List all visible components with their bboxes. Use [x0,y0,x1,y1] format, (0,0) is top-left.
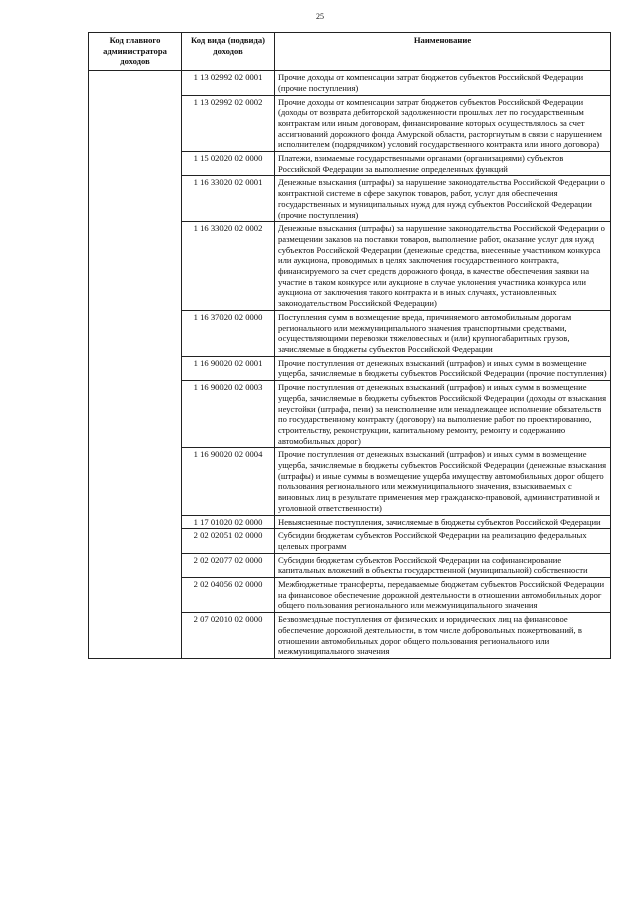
table-row [89,95,611,152]
table-row [89,448,611,515]
revenue-name-cell: Денежные взыскания (штрафы) за нарушение законодательства Российской Федерации о размещении заказов на поставки товаров, выполнение работ, оказание услуг для нужд субъектов Российской Федерации (денежные средства, внесенные участником конкурса или аукциона, проводимых в целях заключения государственного контракта, финансируемого за счет средств дорожного фонда, в качестве обеспечения заявки на участие в таком конкурсе или аукционе в случае уклонения участника конкурса или аукциона от заключения такого контракта и в иных случаях, установленных законодательством Российской Федерации) [275,222,611,311]
revenue-name-cell: Межбюджетные трансферты, передаваемые бюджетам субъектов Российской Федерации на финансовое обеспечение дорожной деятельности в отношении автомобильных дорог общего пользования регионального или межмуниципального значения [275,578,611,613]
admin-code-cell [89,95,182,152]
revenue-name-cell: Прочие доходы от компенсации затрат бюджетов субъектов Российской Федерации (доходы от возврата дебиторской задолженности прошлых лет по государственным контрактам или иным договорам, финансирование которых осуществлялось за счет ассигнований дорожного фонда Амурской области, расторгнутым в связи с нарушением исполнителем (подрядчиком) условий государственного контракта или иного договора) [275,95,611,152]
revenue-name-cell: Невыясненные поступления, зачисляемые в бюджеты субъектов Российской Федерации [275,515,611,529]
revenue-name-cell: Субсидии бюджетам субъектов Российской Федерации на софинансирование капитальных вложений в объекты государственной (муниципальной) собственности [275,553,611,577]
admin-code-cell [89,222,182,311]
admin-code-cell [89,553,182,577]
revenue-code-cell: 2 02 02077 02 0000 [182,553,275,577]
revenue-name-cell: Денежные взыскания (штрафы) за нарушение законодательства Российской Федерации о контрактной системе в сфере закупок товаров, работ, услуг для обеспечения государственных и муниципальных нужд для нужд субъектов Российской Федерации (прочие поступления) [275,176,611,222]
table-row [89,222,611,311]
header-name: Наименование [275,33,611,71]
admin-code-cell [89,381,182,448]
admin-code-cell [89,152,182,176]
revenue-code-cell: 1 17 01020 02 0000 [182,515,275,529]
table-row [89,176,611,222]
revenue-name-cell: Поступления сумм в возмещение вреда, причиняемого автомобильным дорогам регионального или межмуниципального значения транспортными средствами, осуществляющими перевозки тяжеловесных и (или) крупногабаритных грузов, зачисляемые в бюджеты субъектов Российской Федерации [275,310,611,356]
header-admin-code: Код главного администратора доходов [89,33,182,71]
table-row [89,613,611,659]
table-row [89,553,611,577]
admin-code-cell [89,448,182,515]
table-row [89,71,611,95]
admin-code-cell [89,515,182,529]
revenue-code-cell: 1 16 90020 02 0003 [182,381,275,448]
page-number: 25 [316,12,324,21]
table-row [89,381,611,448]
revenue-code-cell: 2 07 02010 02 0000 [182,613,275,659]
admin-code-cell [89,578,182,613]
revenue-name-cell: Прочие поступления от денежных взысканий (штрафов) и иных сумм в возмещение ущерба, зачисляемые в бюджеты субъектов Российской Федерации (прочие поступления) [275,356,611,380]
admin-code-cell [89,356,182,380]
revenue-code-cell: 1 16 37020 02 0000 [182,310,275,356]
revenue-codes-table [88,32,611,659]
revenue-code-cell: 2 02 04056 02 0000 [182,578,275,613]
revenue-name-cell: Безвозмездные поступления от физических и юридических лиц на финансовое обеспечение дорожной деятельности, в том числе добровольных пожертвований, в отношении автомобильных дорог общего пользования регионального или межмуниципального значения [275,613,611,659]
admin-code-cell [89,310,182,356]
revenue-code-cell: 2 02 02051 02 0000 [182,529,275,553]
table-row [89,356,611,380]
admin-code-cell [89,176,182,222]
revenue-code-cell: 1 16 33020 02 0001 [182,176,275,222]
revenue-code-cell: 1 16 33020 02 0002 [182,222,275,311]
header-revenue-code: Код вида (подвида) доходов [182,33,275,71]
table-row [89,310,611,356]
revenue-code-cell: 1 16 90020 02 0001 [182,356,275,380]
table-header-row [89,33,611,71]
revenue-name-cell: Субсидии бюджетам субъектов Российской Федерации на реализацию федеральных целевых программ [275,529,611,553]
revenue-code-cell: 1 16 90020 02 0004 [182,448,275,515]
table-row [89,529,611,553]
table-row [89,578,611,613]
revenue-code-cell: 1 13 02992 02 0002 [182,95,275,152]
table-row [89,152,611,176]
revenue-name-cell: Прочие поступления от денежных взысканий (штрафов) и иных сумм в возмещение ущерба, зачисляемые в бюджеты субъектов Российской Федерации (доходы от взыскания неустойки (штрафа, пени) за неисполнение или ненадлежащее исполнение обязательств по государственному контракту (договору) на выполнение работ по проектированию, строительству, реконструкции, капитальному ремонту, ремонту и содержанию автомобильных дорог) [275,381,611,448]
revenue-code-cell: 1 15 02020 02 0000 [182,152,275,176]
revenue-name-cell: Платежи, взимаемые государственными органами (организациями) субъектов Российской Федерации за выполнение определенных функций [275,152,611,176]
revenue-code-cell: 1 13 02992 02 0001 [182,71,275,95]
revenue-name-cell: Прочие доходы от компенсации затрат бюджетов субъектов Российской Федерации (прочие поступления) [275,71,611,95]
admin-code-cell [89,529,182,553]
admin-code-cell [89,71,182,95]
admin-code-cell [89,613,182,659]
revenue-name-cell: Прочие поступления от денежных взысканий (штрафов) и иных сумм в возмещение ущерба, зачисляемые в бюджеты субъектов Российской Федерации (денежные взыскания (штрафы) и иные суммы в возмещение ущерба имуществу автомобильных дорог общего пользования регионального или межмуниципального значения, взыскиваемых с виновных лиц в результате применения мер гражданско-правовой, административной и уголовной ответственности) [275,448,611,515]
table-row [89,515,611,529]
